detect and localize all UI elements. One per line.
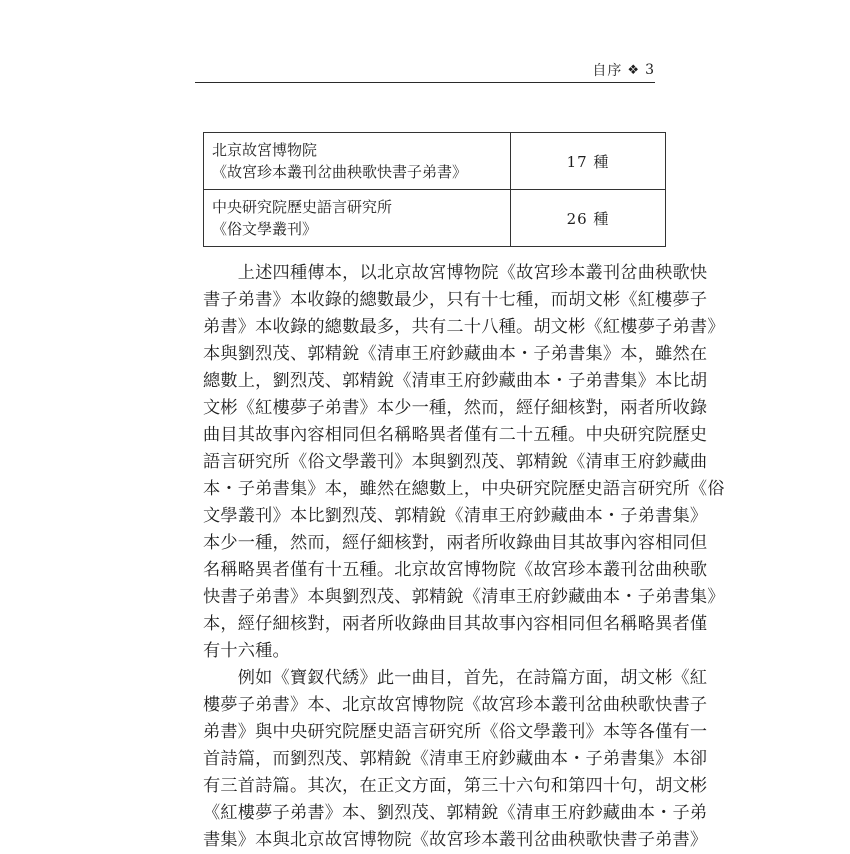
source-institution: 中央研究院歷史語言研究所 — [212, 198, 393, 216]
text-line: 有十六種。 — [203, 641, 290, 661]
text-line: 上述四種傳本，以北京故宮博物院《故宮珍本叢刊岔曲秧歌快 — [203, 263, 708, 283]
text-line: 文學叢刊》本比劉烈茂、郭精銳《清車王府鈔藏曲本・子弟書集》 — [203, 506, 708, 526]
text-line: 名稱略異者僅有十五種。北京故宮博物院《故宮珍本叢刊岔曲秧歌 — [203, 560, 708, 580]
text-line: 弟書》本收錄的總數最多，共有二十八種。胡文彬《紅樓夢子弟書》 — [203, 317, 725, 337]
sources-table — [203, 132, 666, 247]
text-line: 書子弟書》本收錄的總數最少，只有十七種，而胡文彬《紅樓夢子 — [203, 290, 708, 310]
text-line: 曲目其故事內容相同但名稱略異者僅有二十五種。中央研究院歷史 — [203, 425, 708, 445]
text-line: 有三首詩篇。其次，在正文方面，第三十六句和第四十句，胡文彬 — [203, 776, 708, 796]
source-count: 26 種 — [511, 190, 666, 247]
source-institution: 北京故宮博物院 — [212, 141, 318, 159]
header-right — [592, 60, 655, 80]
source-count: 17 種 — [511, 133, 666, 190]
text-line: 《紅樓夢子弟書》本、劉烈茂、郭精銳《清車王府鈔藏曲本・子弟 — [203, 803, 708, 823]
text-line: 快書子弟書》本與劉烈茂、郭精銳《清車王府鈔藏曲本・子弟書集》 — [203, 587, 725, 607]
text-line: 首詩篇，而劉烈茂、郭精銳《清車王府鈔藏曲本・子弟書集》本卻 — [203, 749, 708, 769]
text-line: 本，經仔細核對，兩者所收錄曲目其故事內容相同但名稱略異者僅 — [203, 614, 708, 634]
source-name-cell — [204, 190, 511, 247]
text-line: 本・子弟書集》本，雖然在總數上，中央研究院歷史語言研究所《俗 — [203, 479, 725, 499]
text-line: 弟書》與中央研究院歷史語言研究所《俗文學叢刊》本等各僅有一 — [203, 722, 708, 742]
running-header — [195, 58, 655, 83]
diamond-ornament-icon: ❖ — [627, 62, 641, 78]
table-row — [204, 133, 666, 190]
source-collection: 《俗文學叢刊》 — [212, 220, 318, 238]
body-text — [203, 260, 725, 854]
text-line: 文彬《紅樓夢子弟書》本少一種，然而，經仔細核對，兩者所收錄 — [203, 398, 708, 418]
page-number: 3 — [645, 62, 655, 78]
text-line: 語言研究所《俗文學叢刊》本與劉烈茂、郭精銳《清車王府鈔藏曲 — [203, 452, 708, 472]
text-line: 總數上，劉烈茂、郭精銳《清車王府鈔藏曲本・子弟書集》本比胡 — [203, 371, 708, 391]
text-line: 本與劉烈茂、郭精銳《清車王府鈔藏曲本・子弟書集》本，雖然在 — [203, 344, 708, 364]
source-collection: 《故宮珍本叢刊岔曲秧歌快書子弟書》 — [212, 163, 468, 181]
header-label: 自序 — [592, 63, 623, 79]
text-line: 書集》本與北京故宮博物院《故宮珍本叢刊岔曲秧歌快書子弟書》 — [203, 830, 708, 850]
text-line: 例如《寶釵代綉》此一曲目，首先，在詩篇方面，胡文彬《紅 — [203, 668, 708, 688]
table-row — [204, 190, 666, 247]
text-line: 樓夢子弟書》本、北京故宮博物院《故宮珍本叢刊岔曲秧歌快書子 — [203, 695, 708, 715]
source-name-cell — [204, 133, 511, 190]
text-line: 本少一種，然而，經仔細核對，兩者所收錄曲目其故事內容相同但 — [203, 533, 708, 553]
